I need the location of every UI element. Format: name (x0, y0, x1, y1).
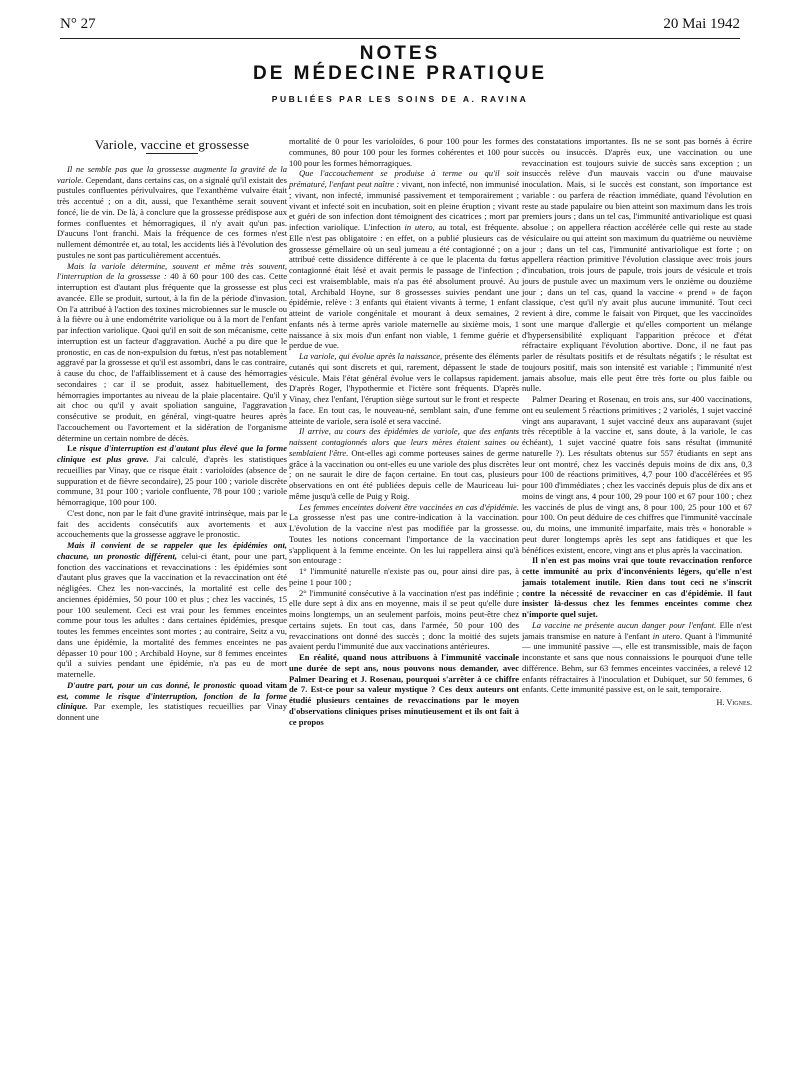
issue-number: N° 27 (60, 16, 96, 32)
paragraph: C'est donc, non par le fait d'une gravité intrinsèque, mais par le fait des accidents consécutifs aux avortements et aux accouchements que la grossesse aggrave le pronostic. (57, 507, 287, 540)
column-3-text (522, 136, 752, 695)
issue-date: 20 Mai 1942 (663, 16, 740, 32)
paragraph: 1° l'immunité naturelle n'existe pas ou, pour ainsi dire pas, à peine 1 pour 100 ; (289, 566, 519, 587)
paragraph: La variole, qui évolue après la naissance, présente des éléments cutanés qui sont discrets et qui, rarement, dépassent le stade de vésicule. Mais l'état général évolue vers le collapsus rapidement. D'après Roger, l'hypothermie et l'ictère sont fréquents. D'après Vinay, chez l'enfant, l'éruption siège surtout sur le front et respecte la face. En tout cas, le nouveau-né, semblant sain, d'une femme atteinte de variole, sera isolé et sera vacciné. (289, 351, 520, 426)
paragraph: D'autre part, pour un cas donné, le pronostic quoad vitam est, comme le risque d'interruption, fonction de la forme clinique. Par exemple, les statistiques recueillies par Vinay donnent une (57, 679, 288, 722)
paragraph: Le risque d'interruption est d'autant plus élevé que la forme clinique est plus grave. J'ai calculé, d'après les statistiques recueillies par Vinay, que ce risque était : varioloïdes (absence de suppuration et de fièvre secondaire), 25 pour 100 ; variole discrète commune, 31 pour 100 ; variole confluente, 78 pour 100 ; variole hémorragique, 100 pour 100. (57, 443, 287, 507)
column-1-text (57, 164, 287, 723)
paragraph: mortalité de 0 pour les varioloïdes, 6 pour 100 pour les formes communes, 80 pour 100 pour les formes cohérentes et 100 pour 100 pour les formes hémorragiques. (289, 136, 519, 168)
paragraph: 2° l'immunité consécutive à la vaccination n'est pas indéfinie ; elle dure sept à dix ans en moyenne, mais il se peut qu'elle dure moins longtemps, un an seulement parfois, moins peut-être chez certains sujets. En tout cas, dans l'armée, 50 pour 100 des revaccinations ont donné des succès ; donc la moitié des sujets avaient perdu l'immunité due aux vaccinations antérieures. (289, 587, 519, 652)
paragraph: Palmer Dearing et Rosenau, en trois ans, sur 400 vaccinations, ont eu seulement 5 réactions primitives ; 2 variolés, 1 sujet vacciné vingt ans auparavant, 1 sujet vacciné deux ans auparavant (sujet très réceptible à la vaccine et, sans doute, à la variole, le cas échéant), 1 sujet vacciné quatre fois sans résultat (immunité naturelle ?). Les résultats obtenus sur 557 étudiants en sept ans leur ont montré, chez les vaccinés depuis moins de dix ans, 0,3 pour 100 de réactions primitives, 4,7 pour 100 d'accélérées et 95 pour 100 d'immédiates ; chez les vaccinés depuis plus de dix ans et moins de vingt ans, 4 pour 100, 29 pour 100 et 67 pour 100 ; chez les vaccinés de plus de vingt ans, 8 pour 100, 25 pour 100 et 67 pour 100. On peut déduire de ces chiffres que l'immunité vaccinale ou, du moins, une immunité imparfaite, mais très « honorable » peut durer longtemps après les sept ans fatidiques et que les bénéfices existent, encore, vingt ans et plus après la vaccination. (522, 394, 752, 555)
author-signature: H. Vignes. (716, 698, 752, 707)
article-title: Variole, vaccine et grossesse (94, 137, 250, 152)
paragraph: La vaccine ne présente aucun danger pour l'enfant. Elle n'est jamais transmise en nature à l'enfant in utero. Quant à l'immunité — une immunité passive —, elle est transmissible, mais de façon inconstante et sans que nous connaissions le pourquoi d'une telle différence. Behm, sur 63 femmes enceintes vaccinées, a relevé 12 enfants réfractaires à l'inoculation et Dubiquet, sur 50 femmes, 6 enfants. Cette immunité passive est, on le sait, temporaire. (522, 619, 753, 695)
column-3 (522, 136, 752, 709)
running-header (60, 12, 740, 32)
column-2 (289, 136, 519, 727)
paragraph: Que l'accouchement se produise à terme ou qu'il soit prématuré, l'enfant peut naître : vivant, non infecté, non immunisé ; vivant, non infecté, immunisé passivement et temporairement ; vivant et infecté soit en incubation, soit en pleine éruption ; vivant et guéri de son infection dont témoignent des cicatrices ; mort par infection variolique. L'infection in utero, au total, est fréquente. Elle n'est pas obligatoire : en effet, on a publié plusieurs cas de grossesse gémellaire où un seul jumeau a été contagionné ; on a attribué cette dissidence différente à ce que le placenta du fœtus contagionné était lésé et avait permis le passage de l'infection ; ceci est vraisemblable, mais n'a pas été absolument prouvé. Au total, Archibald Hoyne, sur 8 grossesses suivies pendant une épidémie, relève : 3 enfants qui étaient vivants à terme, 1 enfant atteint de variole congénitale et mourant à deux semaines, 2 enfants nés à terme après variole maternelle au sixième mois, 1 naissance à six mois d'un enfant non viable, 1 femme guérie et perdue de vue. (289, 168, 520, 351)
paragraph: Mais la variole détermine, souvent et même très souvent, l'interruption de la grossesse : 40 à 60 pour 100 des cas. Cette interruption est d'autant plus fréquente que la grossesse est plus avancée. Elle se produit, surtout, à la fin de la période d'invasion. On l'a attribué à l'action des toxines microbiennes sur le muscle ou à la fièvre ou à une endométrite variolique ou à la mort de l'enfant par infection variolique. Quoi qu'il en soit de son mécanisme, cette interruption est un facteur d'aggravation. Auché a pu dire que le pronostic, en cas de non-expulsion du fœtus, n'est pas notablement aggravé par la grossesse et qu'il est assombri, dans le cas contraire, à cause du choc, de l'affaiblissement et à cause des hémorragies secondaires ; car il se produit, assez habituellement, des hémorragies importantes au niveau de la plaie placentaire. Qu'il y ait choc ou qu'il y avait spoliation sanguine, l'aggravation consécutive se produit, en général, vingt-quatre heures après l'accouchement ou l'avortement et la sidération de l'organisme détermine un certain nombre de décès. (57, 260, 287, 443)
paragraph: des constatations importantes. Ils ne se sont pas bornés à écrire succès ou insuccès. D'après eux, une vaccination ou une revaccination est toujours suivie de succès sans exception ; un insuccès relève d'un mauvais vaccin ou d'une mauvaise inoculation. Mais, si le succès est constant, son importance est variable : ou parfera de réaction immédiate, quand l'évolution en reste au stade papulaire ou bien atteint son maximum dans les trois premiers jours ; dans un tel cas, l'immunité antivariolique est quasi absolue ; on appellera réaction accélérée celle qui reste au stade vésiculaire ou qui atteint son maximum du quatrième ou neuvième jour ; dans un tel cas, l'immunité antivariolique est forte ; on appellera réaction primitive l'évolution classique avec trois jours d'incubation, trois jours de papule, trois jours de vésicule et trois jours de pustule avec un maximum vers le onzième ou douzième jour ; dans un tel cas, quand la vaccine « prend » de façon classique, c'est qu'il n'y avait plus aucune immunité. Tout ceci revient à dire, comme le faisait von Pirquet, que les vaccinoïdes sont une marque d'allergie et qu'elles comportent un mélange d'hypersensibilité expliquant l'apparition précoce et d'état réfractaire expliquant l'évolution abortive. Donc, il ne faut pas parler de résultats positifs et de résultats négatifs ; le résultat est toujours positif, mais son intensité est variable ; l'immunité n'est jamais absolue, mais elle peut être très forte ou plus faible ou nulle. (522, 136, 752, 394)
column-2-text (289, 136, 519, 727)
masthead-line-1: NOTES (359, 43, 441, 64)
paragraph: Il ne semble pas que la grossesse augmente la gravité de la variole. Cependant, dans certains cas, on a signalé qu'il existait des pustules confluentes périvulvaires, que l'exanthème vulvaire était très accentué ; on a dit, aussi, que l'exanthème serait souvent foncé, lie de vin. De là, à conclure que la grossesse prédispose aux formes confluentes et hémorragiques, il n'y avait qu'un pas. D'aucuns l'ont franchi. Mais la fréquence de ces formes n'est nullement démontrée et, au total, les accidents liés à l'évolution des pustules ne sont pas particulièrement accentués. (57, 163, 287, 260)
column-1 (57, 137, 288, 723)
paragraph: Les femmes enceintes doivent être vaccinées en cas d'épidémie. La grossesse n'est pas une contre-indication à la vaccination. L'évolution de la vaccine n'est pas modifiée par la grossesse. Toutes les notions concernant l'importance de la vaccination s'appliquent à la femme enceinte. On les lui rappellera ainsi qu'à son entourage : (289, 501, 519, 566)
paragraph: Mais il convient de se rappeler que les épidémies ont, chacune, un pronostic différent, celui-ci étant, pour une part, fonction des vaccinations et revaccinations : les épidémies sont d'autant plus graves que la vaccination et la revaccination ont été négligées. Chez les non-vaccinés, la mortalité est celle des anciennes épidémies, 50 pour 100 et plus ; chez les vaccinés, 15 pour 100 seulement. Ceci est vrai pour les femmes enceintes comme pour tous les adultes : dans certaines épidémies, presque toutes les femmes enceintes sont mortes ; au contraire, Seitz a vu, dans une épidémie, la mortalité des femmes enceintes ne pas dépasser 10 pour 100 ; Archibald Hoyne, sur 8 femmes enceintes qu'il a suivies pendant une épidémie, n'a pas eu de mort maternelle. (57, 540, 287, 679)
masthead-line-2: DE MÉDECINE PRATIQUE (252, 63, 547, 84)
header-rule (60, 38, 740, 39)
title-rule (146, 153, 198, 154)
paragraph: En réalité, quand nous attribuons à l'immunité vaccinale une durée de sept ans, nous pouvons nous demander, avec Palmer Dearing et J. Rosenau, pourquoi s'arrêter à ce chiffre de 7. Est-ce pour sa valeur mystique ? Ces deux auteurs ont étudié plusieurs centaines de revaccinations par le moyen d'observations cliniques prises minutieusement et ils ont fait à ce propos (289, 652, 519, 727)
paragraph: Il n'en est pas moins vrai que toute revaccination renforce cette immunité au prix d'inconvénients légers, qu'elle n'est jamais totalement inutile. Rien dans tout ceci ne s'inscrit contre la nécessité de revacciner en cas d'épidémie. Il faut insister là-dessus chez les femmes enceintes comme chez n'importe quel sujet. (522, 555, 752, 619)
masthead-subtitle: PUBLIÉES PAR LES SOINS DE A. RAVINA (271, 94, 529, 104)
paragraph: Il arrive, au cours des épidémies de variole, que des enfants naissent contagionnés alors que leurs mères étaient saines ou semblaient l'être. Ont-elles agi comme porteuses saines de germe grâce à la vaccination ou ont-elles eu une variole des plus discrètes ; on ne saurait le dire de façon certaine. En tout cas, plusieurs observations en ont été publiées depuis celle de Mauriceau lui-même jusqu'à celle de Puig y Roig. (289, 426, 519, 501)
